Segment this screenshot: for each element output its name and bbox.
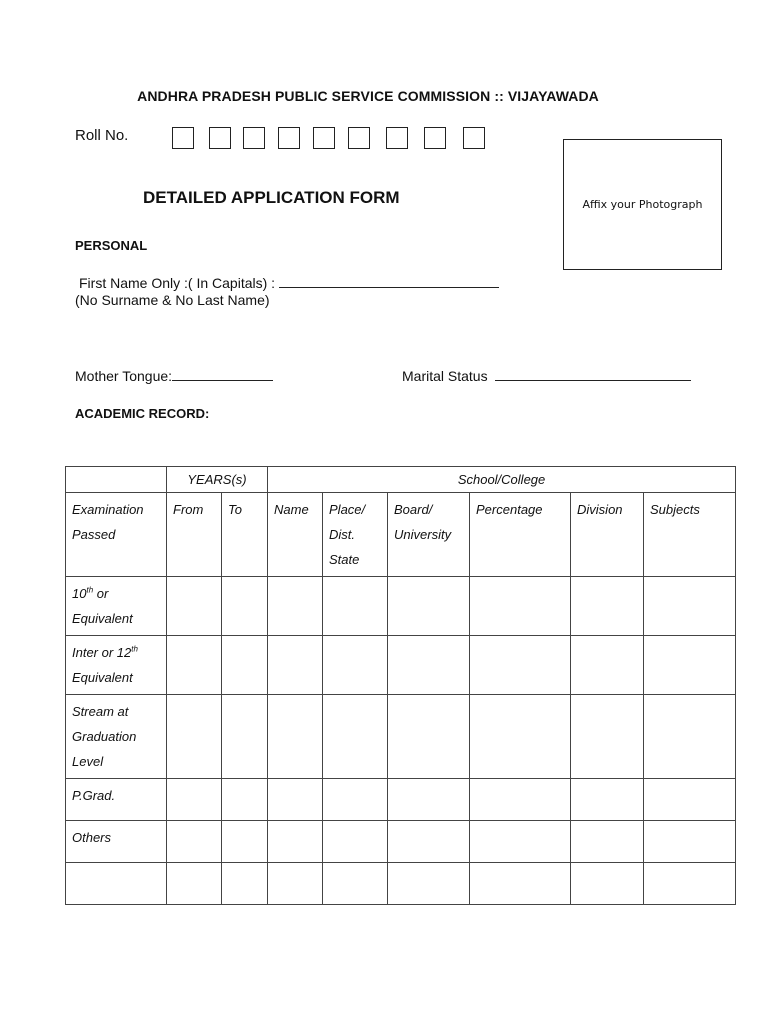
table-cell[interactable]	[222, 821, 268, 863]
header-blank-cell	[66, 467, 167, 493]
table-cell[interactable]	[571, 779, 644, 821]
table-row	[66, 779, 736, 821]
name-header: Name	[268, 493, 323, 577]
roll-no-box-3[interactable]	[243, 127, 265, 149]
table-cell[interactable]	[644, 779, 736, 821]
examination-passed-header: Examination Passed	[66, 493, 167, 577]
table-cell[interactable]	[470, 636, 571, 695]
table-cell[interactable]	[167, 636, 222, 695]
board-header: Board/ University	[388, 493, 470, 577]
photo-box[interactable]	[563, 139, 722, 270]
division-header: Division	[571, 493, 644, 577]
mother-tongue-label: Mother Tongue:	[75, 368, 173, 384]
first-name-note: (No Surname & No Last Name)	[75, 292, 270, 308]
table-cell[interactable]	[66, 863, 167, 905]
table-cell[interactable]	[323, 863, 388, 905]
table-cell[interactable]	[571, 863, 644, 905]
photo-label: Affix your Photograph	[582, 198, 703, 211]
marital-status-label: Marital Status	[402, 368, 488, 384]
row-label-inter: Inter or 12th Equivalent	[66, 636, 167, 695]
row-label-10th: 10th or Equivalent	[66, 577, 167, 636]
roll-no-box-5[interactable]	[313, 127, 335, 149]
table-cell[interactable]	[388, 577, 470, 636]
table-cell[interactable]	[644, 863, 736, 905]
first-name-row	[79, 273, 499, 291]
mother-tongue-field[interactable]	[172, 366, 273, 381]
table-cell[interactable]	[167, 821, 222, 863]
table-cell[interactable]	[167, 863, 222, 905]
table-cell[interactable]	[323, 577, 388, 636]
marital-status-field[interactable]	[495, 366, 691, 381]
roll-no-box-9[interactable]	[463, 127, 485, 149]
school-college-header: School/College	[268, 467, 736, 493]
table-row	[66, 821, 736, 863]
from-header: From	[167, 493, 222, 577]
row-label-graduation: Stream at Graduation Level	[66, 695, 167, 779]
commission-header: ANDHRA PRADESH PUBLIC SERVICE COMMISSION :: VIJAYAWADA	[137, 88, 599, 104]
table-cell[interactable]	[222, 577, 268, 636]
table-cell[interactable]	[470, 695, 571, 779]
roll-no-box-8[interactable]	[424, 127, 446, 149]
marital-status-row	[402, 366, 691, 384]
academic-record-table	[65, 466, 736, 905]
table-cell[interactable]	[268, 821, 323, 863]
table-cell[interactable]	[323, 695, 388, 779]
roll-no-label: Roll No.	[75, 127, 129, 144]
table-cell[interactable]	[323, 779, 388, 821]
table-row	[66, 695, 736, 779]
table-cell[interactable]	[268, 636, 323, 695]
roll-no-box-6[interactable]	[348, 127, 370, 149]
roll-no-box-1[interactable]	[172, 127, 194, 149]
table-cell[interactable]	[571, 695, 644, 779]
table-cell[interactable]	[268, 695, 323, 779]
table-cell[interactable]	[323, 636, 388, 695]
table-cell[interactable]	[268, 577, 323, 636]
table-row	[66, 577, 736, 636]
subjects-header: Subjects	[644, 493, 736, 577]
table-row	[66, 863, 736, 905]
table-cell[interactable]	[470, 779, 571, 821]
table-cell[interactable]	[388, 821, 470, 863]
table-cell[interactable]	[222, 863, 268, 905]
table-cell[interactable]	[222, 779, 268, 821]
academic-heading: ACADEMIC RECORD:	[75, 406, 210, 421]
table-cell[interactable]	[571, 577, 644, 636]
table-cell[interactable]	[470, 821, 571, 863]
table-cell[interactable]	[167, 779, 222, 821]
mother-tongue-row	[75, 366, 273, 384]
table-cell[interactable]	[388, 779, 470, 821]
table-cell[interactable]	[222, 695, 268, 779]
table-cell[interactable]	[571, 821, 644, 863]
table-cell[interactable]	[268, 779, 323, 821]
table-cell[interactable]	[470, 863, 571, 905]
years-header: YEARS(s)	[167, 467, 268, 493]
row-label-others: Others	[66, 821, 167, 863]
table-cell[interactable]	[323, 821, 388, 863]
roll-no-box-4[interactable]	[278, 127, 300, 149]
roll-no-box-2[interactable]	[209, 127, 231, 149]
table-cell[interactable]	[268, 863, 323, 905]
table-cell[interactable]	[388, 695, 470, 779]
table-cell[interactable]	[644, 695, 736, 779]
first-name-label: First Name Only :( In Capitals) :	[79, 275, 276, 291]
table-cell[interactable]	[388, 636, 470, 695]
table-cell[interactable]	[644, 821, 736, 863]
table-row	[66, 636, 736, 695]
table-cell[interactable]	[388, 863, 470, 905]
table-cell[interactable]	[571, 636, 644, 695]
form-title: DETAILED APPLICATION FORM	[143, 188, 400, 207]
to-header: To	[222, 493, 268, 577]
table-cell[interactable]	[644, 577, 736, 636]
first-name-field[interactable]	[279, 273, 499, 288]
table-cell[interactable]	[167, 577, 222, 636]
table-cell[interactable]	[470, 577, 571, 636]
personal-heading: PERSONAL	[75, 238, 148, 253]
roll-no-box-7[interactable]	[386, 127, 408, 149]
table-cell[interactable]	[167, 695, 222, 779]
percentage-header: Percentage	[470, 493, 571, 577]
row-label-pgrad: P.Grad.	[66, 779, 167, 821]
table-cell[interactable]	[644, 636, 736, 695]
table-cell[interactable]	[222, 636, 268, 695]
place-header: Place/ Dist. State	[323, 493, 388, 577]
